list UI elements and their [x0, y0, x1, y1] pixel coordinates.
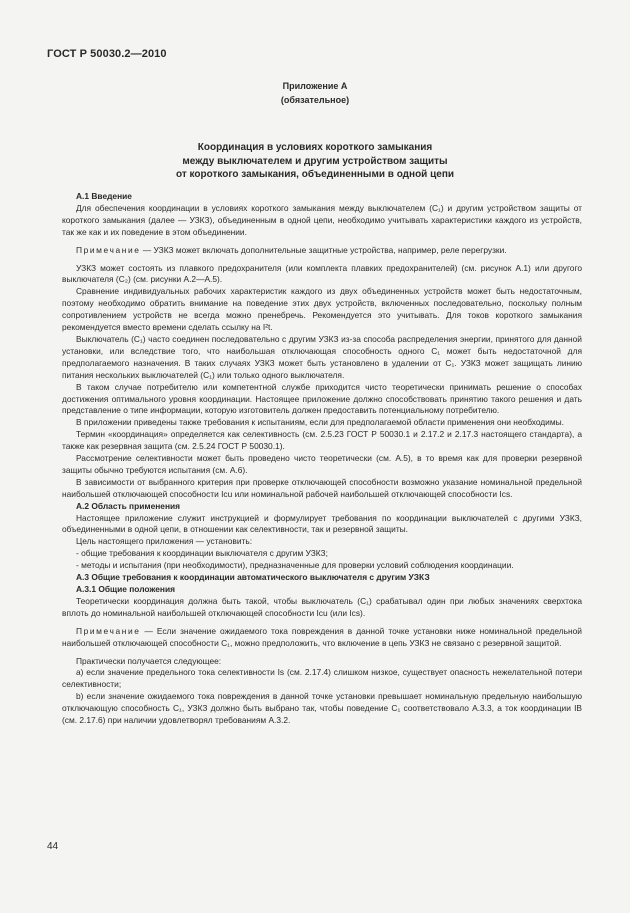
paragraph: Практически получается следующее:: [76, 655, 222, 666]
list-item: b) если значение ожидаемого тока повреждения в данной точке установки превышает номинальную предельную наибольшую отключающую способность C₁, УЗКЗ должно быть выбрано так, чтобы поведение C₁ соответствовало А.3.3, а ток координации IB (см. 2.17.6) при наличии удовлетворял требованиям А.3.2.: [62, 691, 582, 726]
list-item: а) если значение предельного тока селективности Is (см. 2.17.4) слишком низкое, существует опасность нежелательной потери селективности;: [62, 667, 582, 690]
note: [62, 626, 582, 650]
note-text: — Если значение ожидаемого тока повреждения в данной точке установки ниже номинальной предельной наибольшей отключающей способности C₁, можно предположить, что включение в цепь УЗКЗ не связано с резервной защитой.: [62, 625, 582, 648]
annex-label: Приложение А: [282, 81, 348, 91]
paragraph: Сравнение индивидуальных рабочих характеристик каждого из двух объединенных устройств может быть недостаточным, поэтому необходимо обратить внимание на поведение этих двух устройств, включенных последовательно, поскольку полным сопротивлением устройств не всегда можно пренебречь. Рекомендуется это учитывать. Для токов короткого замыкания рекомендуется вместо времени сделать ссылку на I²t.: [62, 286, 582, 333]
section-a1-heading: А.1 Введение: [76, 191, 132, 201]
note: [62, 245, 582, 257]
list-item: - методы и испытания (при необходимости), предназначенные для проверки условий соблюдения координации.: [76, 560, 514, 571]
paragraph: В зависимости от выбранного критерия при проверке отключающей способности возможно указание номинальной предельной наибольшей отключающей способности Icu или номинальной рабочей наибольшей отключающей способности Ics.: [62, 476, 582, 499]
note-text: — УЗКЗ может включать дополнительные защитные устройства, например, реле перегрузки.: [140, 244, 507, 255]
title-line-2: между выключателем и другим устройством защиты: [182, 155, 448, 167]
standard-header: ГОСТ Р 50030.2—2010: [47, 48, 167, 60]
title-line-3: от короткого замыкания, объединенными в одной цепи: [175, 169, 455, 180]
page-number: 44: [47, 841, 59, 852]
annex-heading: [0, 79, 630, 107]
list-item: - общие требования к координации выключателя с другим УЗКЗ;: [76, 548, 328, 559]
annex-title: [0, 141, 630, 182]
annex-status: (обязательное): [280, 95, 350, 105]
paragraph: Термин «координация» определяется как селективность (см. 2.5.23 ГОСТ Р 50030.1 и 2.17.2 и 2.17.3 настоящего стандарта), а также как резервная защита (см. 2.5.24 ГОСТ Р 50030.1).: [62, 429, 582, 452]
paragraph: Выключатель (C₁) часто соединен последовательно с другим УЗКЗ из-за способа распределения энергии, принятого для данной установки, или вследствие того, что наибольшая отключающая способность одного C₁ может быть недостаточной для предполагаемого назначения. В таких случаях УЗКЗ может быть установлено в удалении от C₁. УЗКЗ может защищать линию питания нескольких выключателей (C₁) или только одного выключателя.: [62, 333, 582, 380]
section-a3-heading: А.3 Общие требования к координации автоматического выключателя с другим УЗКЗ: [76, 572, 430, 583]
section-a2-heading: А.2 Область применения: [76, 500, 181, 511]
paragraph: В приложении приведены также требования к испытаниям, если для предполагаемой области применения они необходимы.: [76, 417, 564, 428]
note-label: Примечание: [76, 625, 141, 636]
paragraph: Рассмотрение селективности может быть проведено чисто теоретически (см. А.5), в то время как для проверки резервной защиты обычно требуются испытания (см. А.6).: [62, 453, 582, 475]
paragraph: Теоретически координация должна быть такой, чтобы выключатель (C₁) срабатывал один при любых значениях сверхтока вплоть до номинальной наибольшей отключающей способности Icu (или Ics).: [62, 595, 582, 618]
document-body: [62, 191, 582, 727]
section-a3-1-heading: А.3.1 Общие положения: [76, 584, 175, 594]
paragraph: УЗКЗ может состоять из плавкого предохранителя (или комплекта плавких предохранителей) (см. рисунок А.1) или другого выключателя (C₂) (см. рисунки А.2—А.5).: [62, 262, 582, 285]
paragraph: В таком случае потребителю или компетентной службе приходится чисто теоретически принимать решение о способах достижения оптимального уровня координации. Настоящее приложение должно способствовать принятию такого решения и дать представление о типе информации, которую изготовитель должен предоставить потенциальному потребителю.: [62, 381, 582, 416]
note-label: Примечание: [76, 244, 141, 255]
paragraph: Цель настоящего приложения — установить:: [76, 536, 253, 547]
title-line-1: Координация в условиях короткого замыкания: [197, 142, 433, 153]
paragraph: Настоящее приложение служит инструкцией и формулирует требования по координации выключателей с другими УЗКЗ, объединенными в одной цепи, в отношении как селективности, так и резервной защиты.: [62, 512, 582, 535]
paragraph: Для обеспечения координации в условиях короткого замыкания между выключателем (C₁) и другим устройством защиты от короткого замыкания (далее — УЗКЗ), объединенным в одной цепи, необходимо учитывать характеристики каждого из устройств, так же как и их поведение в этом объединении.: [62, 202, 582, 237]
